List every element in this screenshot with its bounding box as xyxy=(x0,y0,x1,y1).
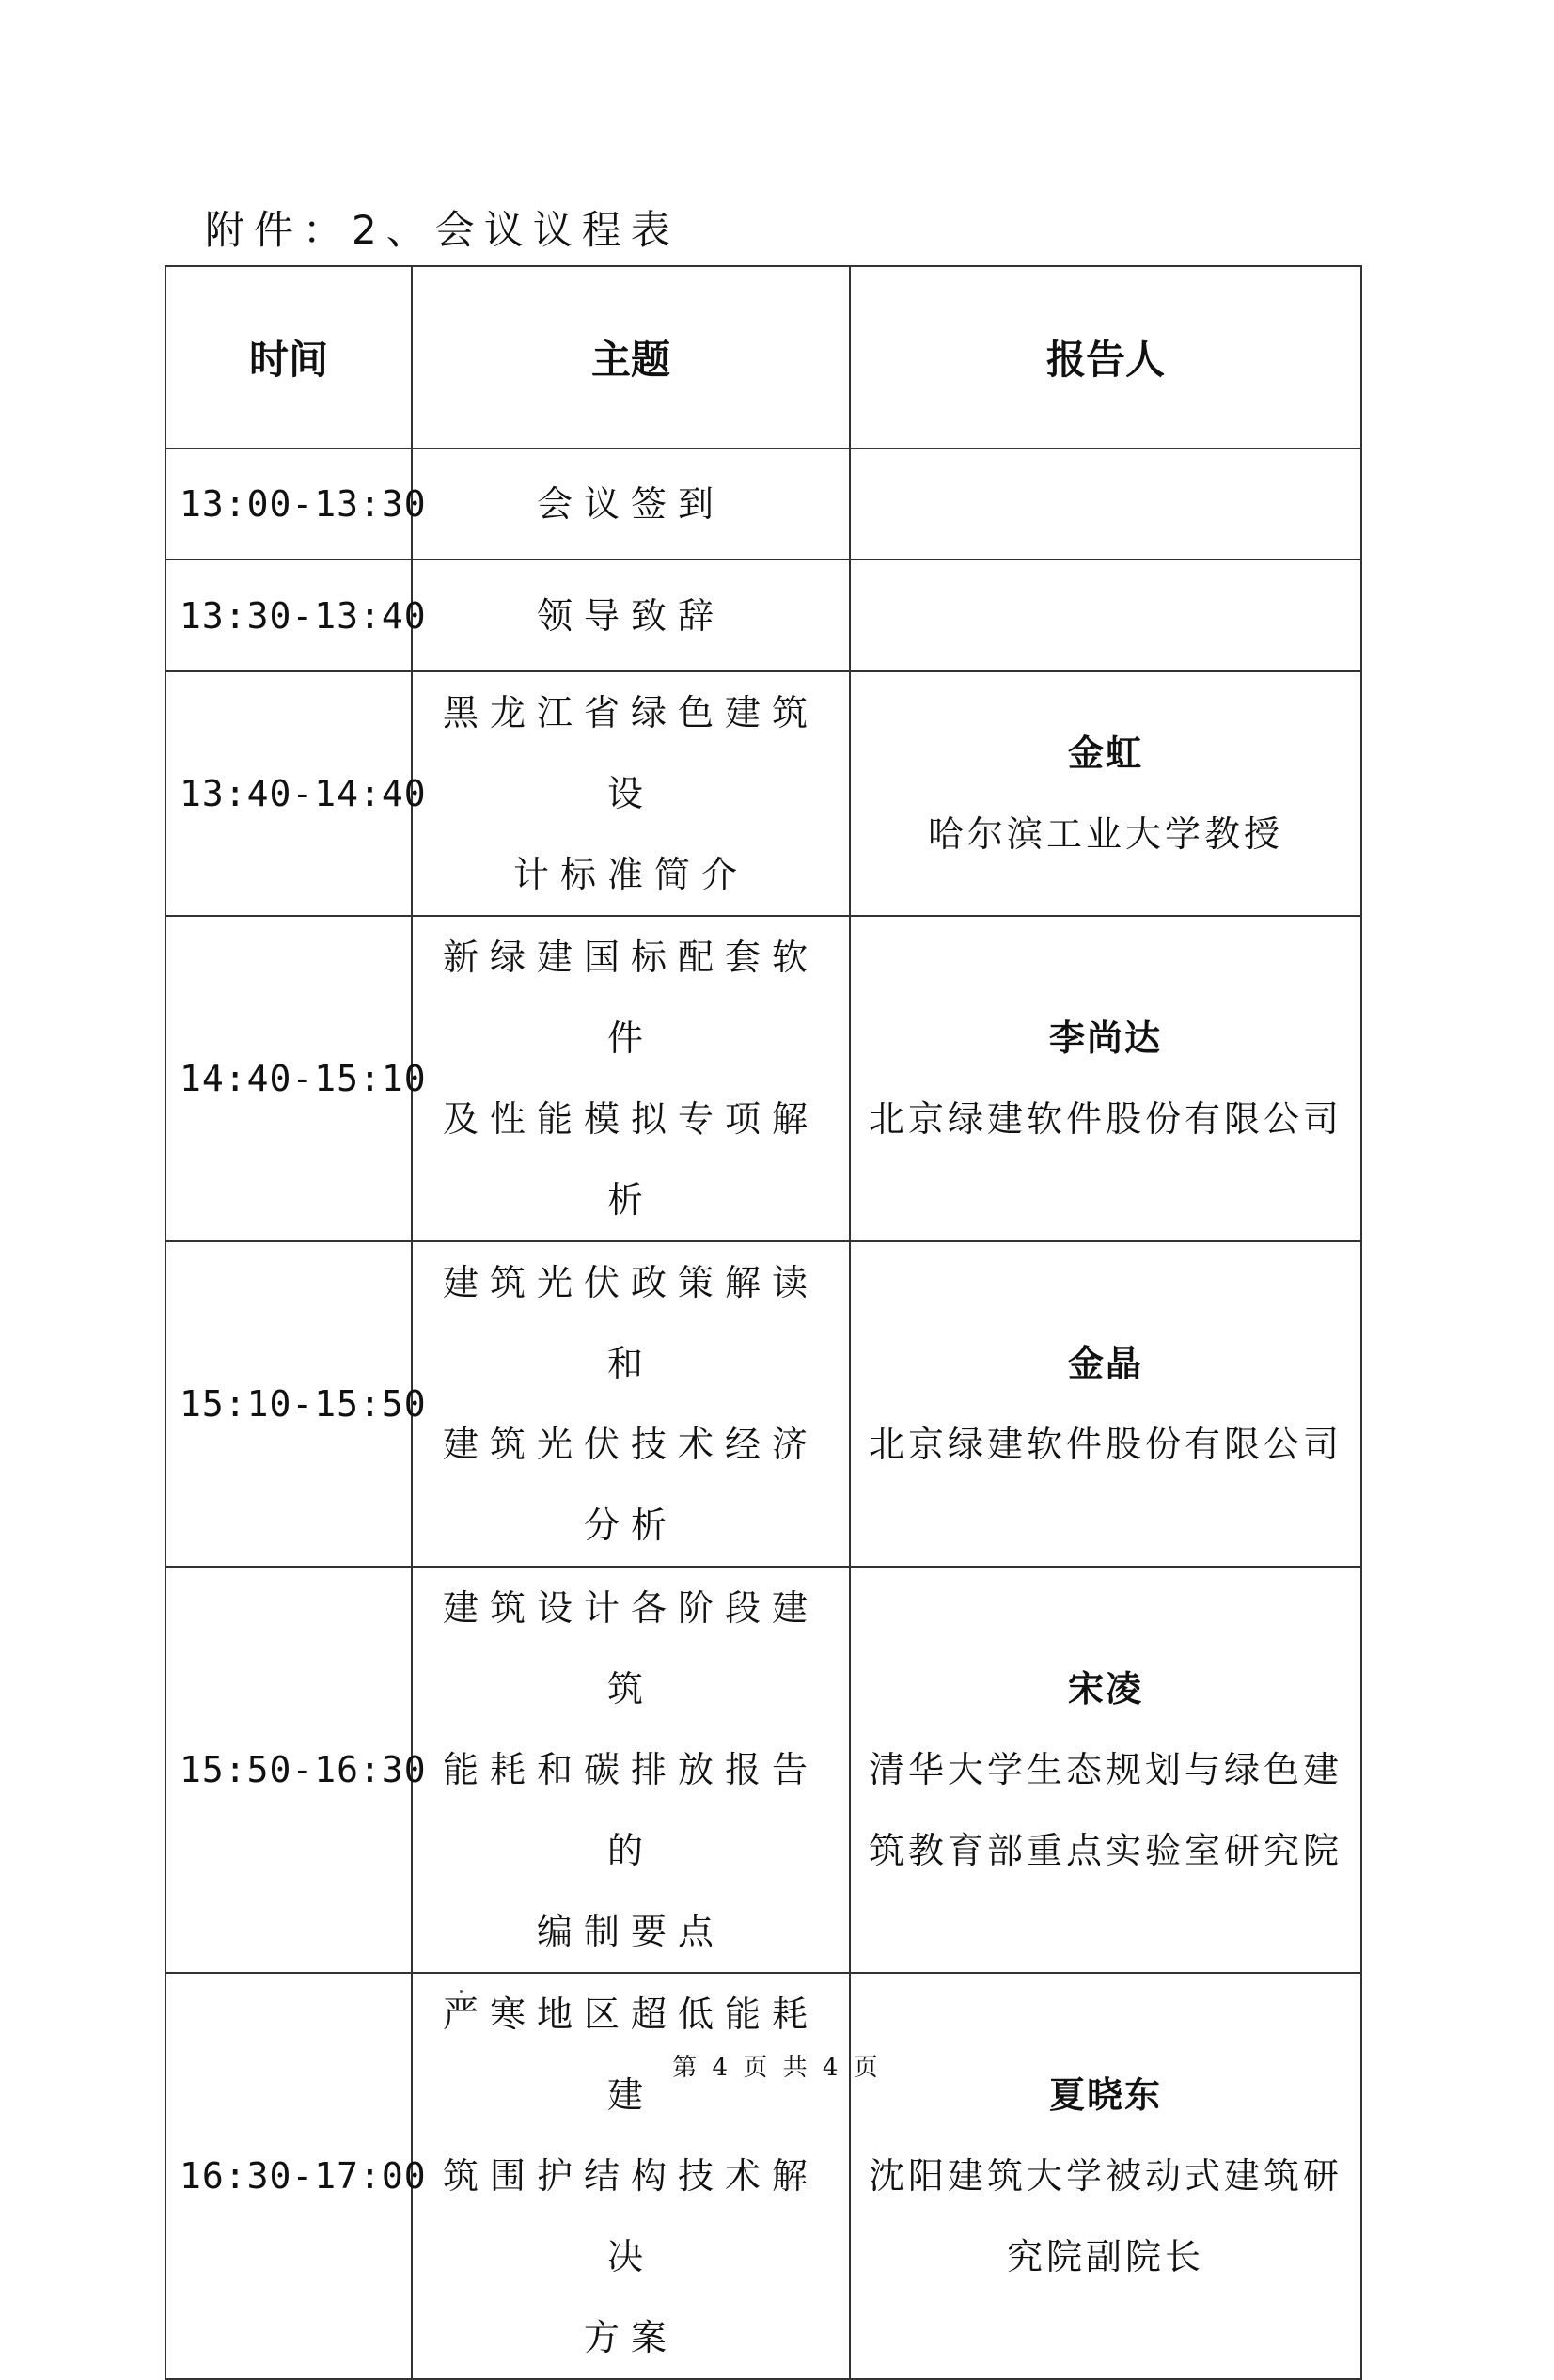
topic-line: 建筑设计各阶段建筑 xyxy=(442,1587,819,1710)
speaker-cell xyxy=(850,916,1361,1241)
speaker-org: 清华大学生态规划与绿色建 xyxy=(868,1749,1342,1790)
topic-line: 编制要点 xyxy=(536,1911,725,1952)
speaker-org: 究院副院长 xyxy=(1006,2236,1204,2278)
table-row xyxy=(165,671,1361,916)
topic-cell xyxy=(412,671,850,916)
table-row xyxy=(165,560,1361,671)
speaker-cell xyxy=(850,1567,1361,1973)
table-row xyxy=(165,449,1361,560)
table-row xyxy=(165,1241,1361,1567)
topic-line: 方案 xyxy=(583,2317,678,2358)
topic-line: 分析 xyxy=(583,1505,678,1546)
topic-line: 领导致辞 xyxy=(536,594,725,637)
speaker-org: 沈阳建筑大学被动式建筑研 xyxy=(868,2155,1342,2197)
time-cell: 15:10-15:50 xyxy=(165,1241,412,1567)
speaker-cell xyxy=(850,1241,1361,1567)
time-cell: 13:00-13:30 xyxy=(165,449,412,560)
time-cell: 16:30-17:00 xyxy=(165,1973,412,2379)
topic-line: 新绿建国标配套软件 xyxy=(442,937,819,1059)
topic-line: 计标准简介 xyxy=(512,854,748,895)
speaker-cell xyxy=(850,449,1361,560)
header-speaker: 报告人 xyxy=(850,266,1361,449)
topic-cell xyxy=(412,1567,850,1973)
speaker-name: 夏晓东 xyxy=(1048,2074,1162,2116)
table-row xyxy=(165,1567,1361,1973)
speaker-cell xyxy=(850,671,1361,916)
time-cell: 15:50-16:30 xyxy=(165,1567,412,1973)
topic-line: 严寒地区超低能耗建 xyxy=(442,1994,819,2116)
topic-line: 会议签到 xyxy=(536,483,725,525)
table-header-row xyxy=(165,266,1361,449)
topic-cell xyxy=(412,449,850,560)
header-time: 时间 xyxy=(165,266,412,449)
topic-line: 建筑光伏技术经济 xyxy=(442,1424,819,1465)
page-title: 附件：2、会议议程表 xyxy=(205,207,680,253)
topic-line: 筑围护结构技术解决 xyxy=(442,2155,819,2278)
speaker-name: 李尚达 xyxy=(1048,1017,1162,1059)
topic-cell xyxy=(412,560,850,671)
speaker-org: 北京绿建软件股份有限公司 xyxy=(868,1424,1342,1465)
time-cell: 13:30-13:40 xyxy=(165,560,412,671)
speaker-org: 北京绿建软件股份有限公司 xyxy=(868,1098,1342,1140)
topic-line: 及性能模拟专项解析 xyxy=(442,1098,819,1221)
table-row xyxy=(165,1973,1361,2379)
topic-cell xyxy=(412,1241,850,1567)
speaker-name: 宋凌 xyxy=(1067,1668,1143,1710)
speaker-name: 金晶 xyxy=(1067,1343,1143,1384)
time-cell: 13:40-14:40 xyxy=(165,671,412,916)
topic-line: 黑龙江省绿色建筑设 xyxy=(442,692,819,814)
time-cell: 14:40-15:10 xyxy=(165,916,412,1241)
speaker-org: 哈尔滨工业大学教授 xyxy=(927,813,1283,855)
topic-line: 能耗和碳排放报告的 xyxy=(442,1749,819,1871)
topic-cell xyxy=(412,916,850,1241)
header-topic: 主题 xyxy=(412,266,850,449)
speaker-name: 金虹 xyxy=(1067,733,1143,774)
page-number-footer: 第 4 页 共 4 页 xyxy=(672,2054,882,2082)
table-row xyxy=(165,916,1361,1241)
topic-cell xyxy=(412,1973,850,2379)
speaker-org: 筑教育部重点实验室研究院 xyxy=(868,1830,1342,1871)
topic-line: 建筑光伏政策解读和 xyxy=(442,1262,819,1384)
speaker-cell xyxy=(850,1973,1361,2379)
scan-speck xyxy=(460,1990,463,1993)
speaker-cell xyxy=(850,560,1361,671)
